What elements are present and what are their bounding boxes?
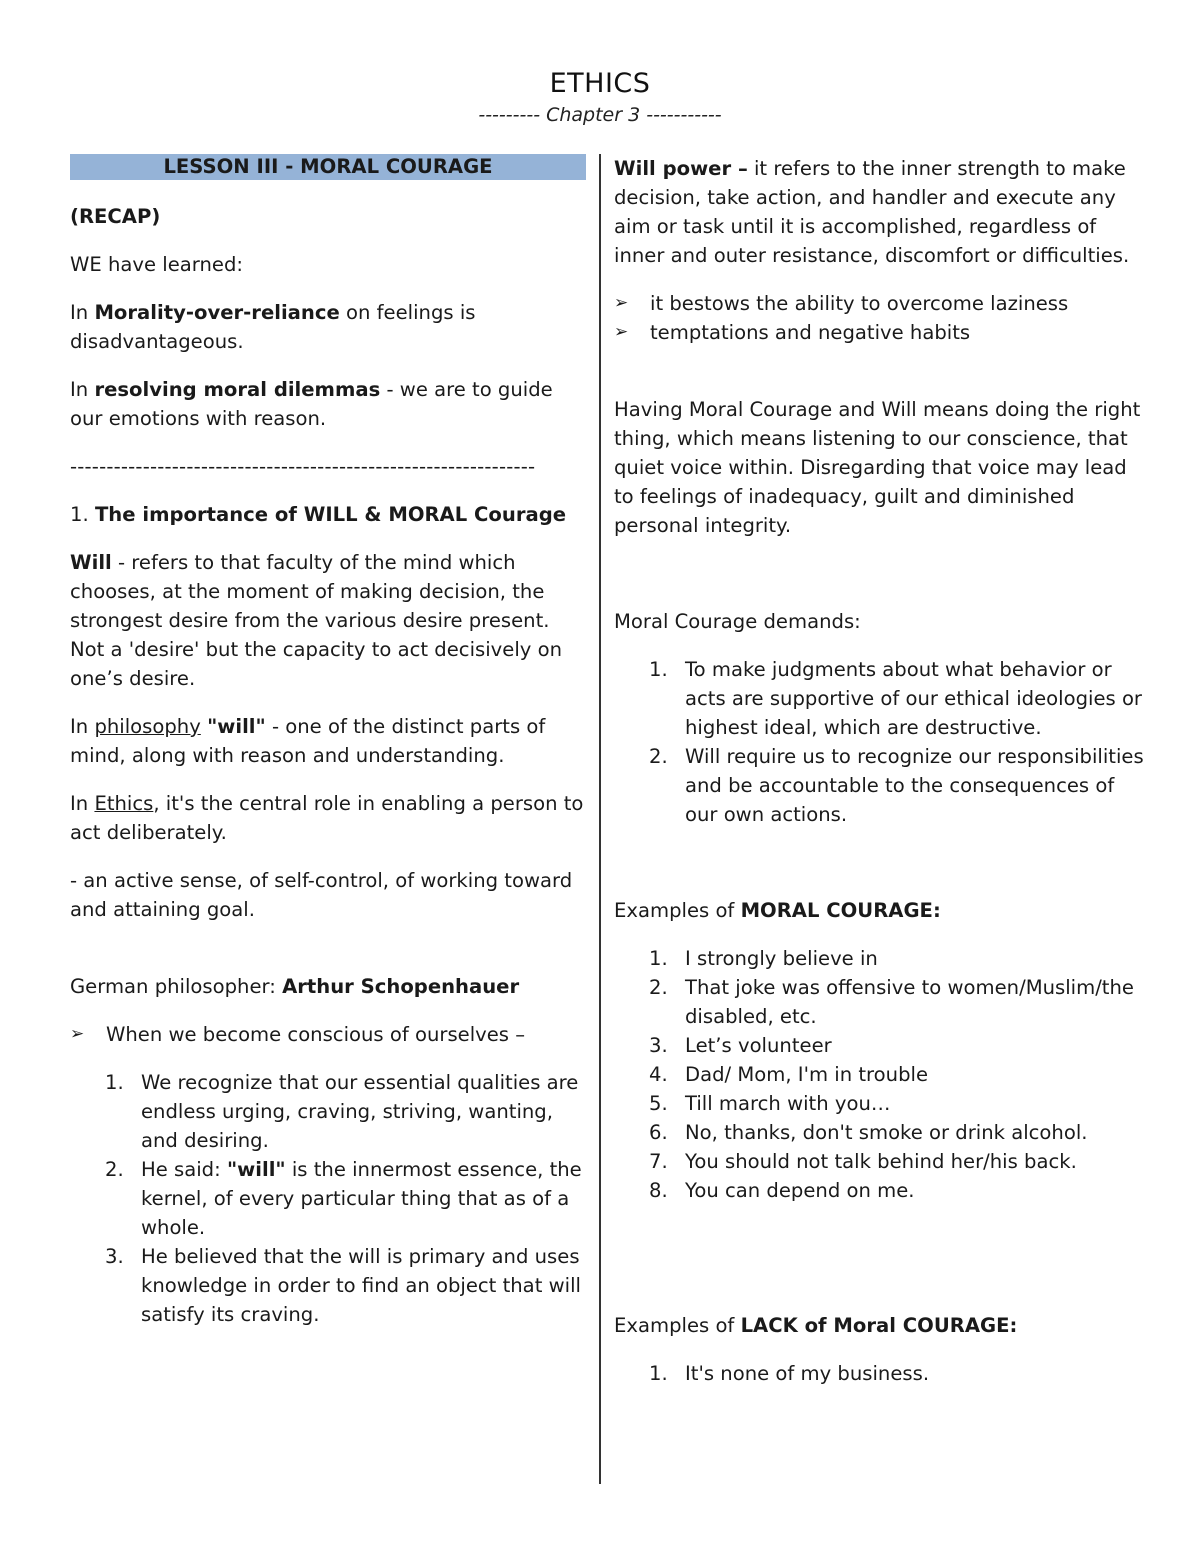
examples-heading: Examples of MORAL COURAGE: — [614, 899, 941, 922]
learned-label: WE have learned: — [70, 253, 244, 276]
list-item: 1. We recognize that our essential qualities are endless urging, craving, striving, wanting, and desiring. — [105, 1071, 579, 1152]
will-term: Will — [70, 551, 112, 574]
schopenhauer-list — [70, 1068, 586, 1329]
willpower-term: Will power – — [614, 157, 748, 180]
list-item: 8. You can depend on me. — [649, 1179, 915, 1202]
lack-examples-heading: Examples of LACK of Moral COURAGE: — [614, 1314, 1018, 1337]
active-sense-paragraph: - an active sense, of self-control, of working toward and attaining goal. — [70, 869, 573, 921]
list-item: 2. That joke was offensive to women/Muslim/the disabled, etc. — [649, 976, 1134, 1028]
willpower-definition: Will power – it refers to the inner strength to make decision, take action, and handler and execute any aim or task until it is accomplished, regardless of inner and outer resistance, discomfort or difficulties. — [614, 157, 1130, 267]
list-item: ➢ temptations and negative habits — [614, 318, 1144, 347]
lesson-heading-bar: LESSON III - MORAL COURAGE — [70, 154, 586, 180]
document-title: ETHICS — [549, 68, 651, 99]
list-item: 6. No, thanks, don't smoke or drink alcohol. — [649, 1121, 1088, 1144]
list-item: 5. Till march with you… — [649, 1092, 891, 1115]
morality-term: Morality-over-reliance — [94, 301, 340, 324]
demands-label: Moral Courage demands: — [614, 610, 861, 633]
philosopher-name: Arthur Schopenhauer — [282, 975, 520, 998]
section-separator: ---------------------------------------------------------------- — [70, 455, 536, 478]
importance-heading: 1. The importance of WILL & MORAL Courage — [70, 503, 567, 526]
list-item: 3. Let’s volunteer — [649, 1034, 832, 1057]
ethics-paragraph: In Ethics, it's the central role in enabling a person to act deliberately. — [70, 792, 584, 844]
examples-list — [614, 944, 1144, 1205]
conscious-bullets — [70, 1020, 586, 1049]
having-courage-paragraph: Having Moral Courage and Will means doing the right thing, which means listening to our conscience, that quiet voice within. Disregarding that voice may lead to feelings of inadequacy, guilt and diminished personal integrity. — [614, 398, 1141, 537]
list-item: 7. You should not talk behind her/his back. — [649, 1150, 1077, 1173]
german-philosopher: German philosopher: Arthur Schopenhauer — [70, 975, 520, 998]
right-column — [614, 154, 1144, 1407]
list-item: ➢ When we become conscious of ourselves – — [70, 1020, 586, 1049]
ethics-term: Ethics — [94, 792, 154, 815]
philosophy-term: philosophy — [94, 715, 201, 738]
morality-paragraph: In Morality-over-reliance on feelings is disadvantageous. — [70, 301, 476, 353]
column-divider — [599, 154, 601, 1484]
dilemmas-term: resolving moral dilemmas — [94, 378, 381, 401]
philosophy-paragraph: In philosophy "will" - one of the distinct parts of mind, along with reason and understanding. — [70, 715, 546, 767]
chapter-subtitle: --------- Chapter 3 ----------- — [478, 104, 722, 126]
demands-list — [614, 655, 1144, 829]
willpower-bullets — [614, 289, 1144, 347]
list-item: 2. He said: "will" is the innermost essence, the kernel, of every particular thing that as of a whole. — [105, 1158, 582, 1239]
lack-examples-list — [614, 1359, 1144, 1388]
list-item: 3. He believed that the will is primary and uses knowledge in order to find an object that will satisfy its craving. — [105, 1245, 581, 1326]
list-item: 1. It's none of my business. — [649, 1362, 930, 1385]
arrowhead-bullet-icon: ➢ — [70, 1024, 85, 1044]
dilemmas-paragraph: In resolving moral dilemmas - we are to guide our emotions with reason. — [70, 378, 553, 430]
arrowhead-bullet-icon: ➢ — [614, 293, 629, 313]
list-item: 1. I strongly believe in — [649, 947, 878, 970]
left-column — [70, 154, 586, 1348]
list-item: 1. To make judgments about what behavior or acts are supportive of our ethical ideologies or highest ideal, which are destructive. — [649, 658, 1142, 739]
list-item: ➢ it bestows the ability to overcome laziness — [614, 289, 1144, 318]
list-item: 2. Will require us to recognize our responsibilities and be accountable to the consequences of our own actions. — [649, 745, 1144, 826]
arrowhead-bullet-icon: ➢ — [614, 322, 629, 342]
list-item: 4. Dad/ Mom, I'm in trouble — [649, 1063, 929, 1086]
recap-label: (RECAP) — [70, 205, 161, 228]
will-definition: Will - refers to that faculty of the mind which chooses, at the moment of making decision, the strongest desire from the various desire present. Not a 'desire' but the capacity to act decisively on one’s desire. — [70, 551, 562, 690]
